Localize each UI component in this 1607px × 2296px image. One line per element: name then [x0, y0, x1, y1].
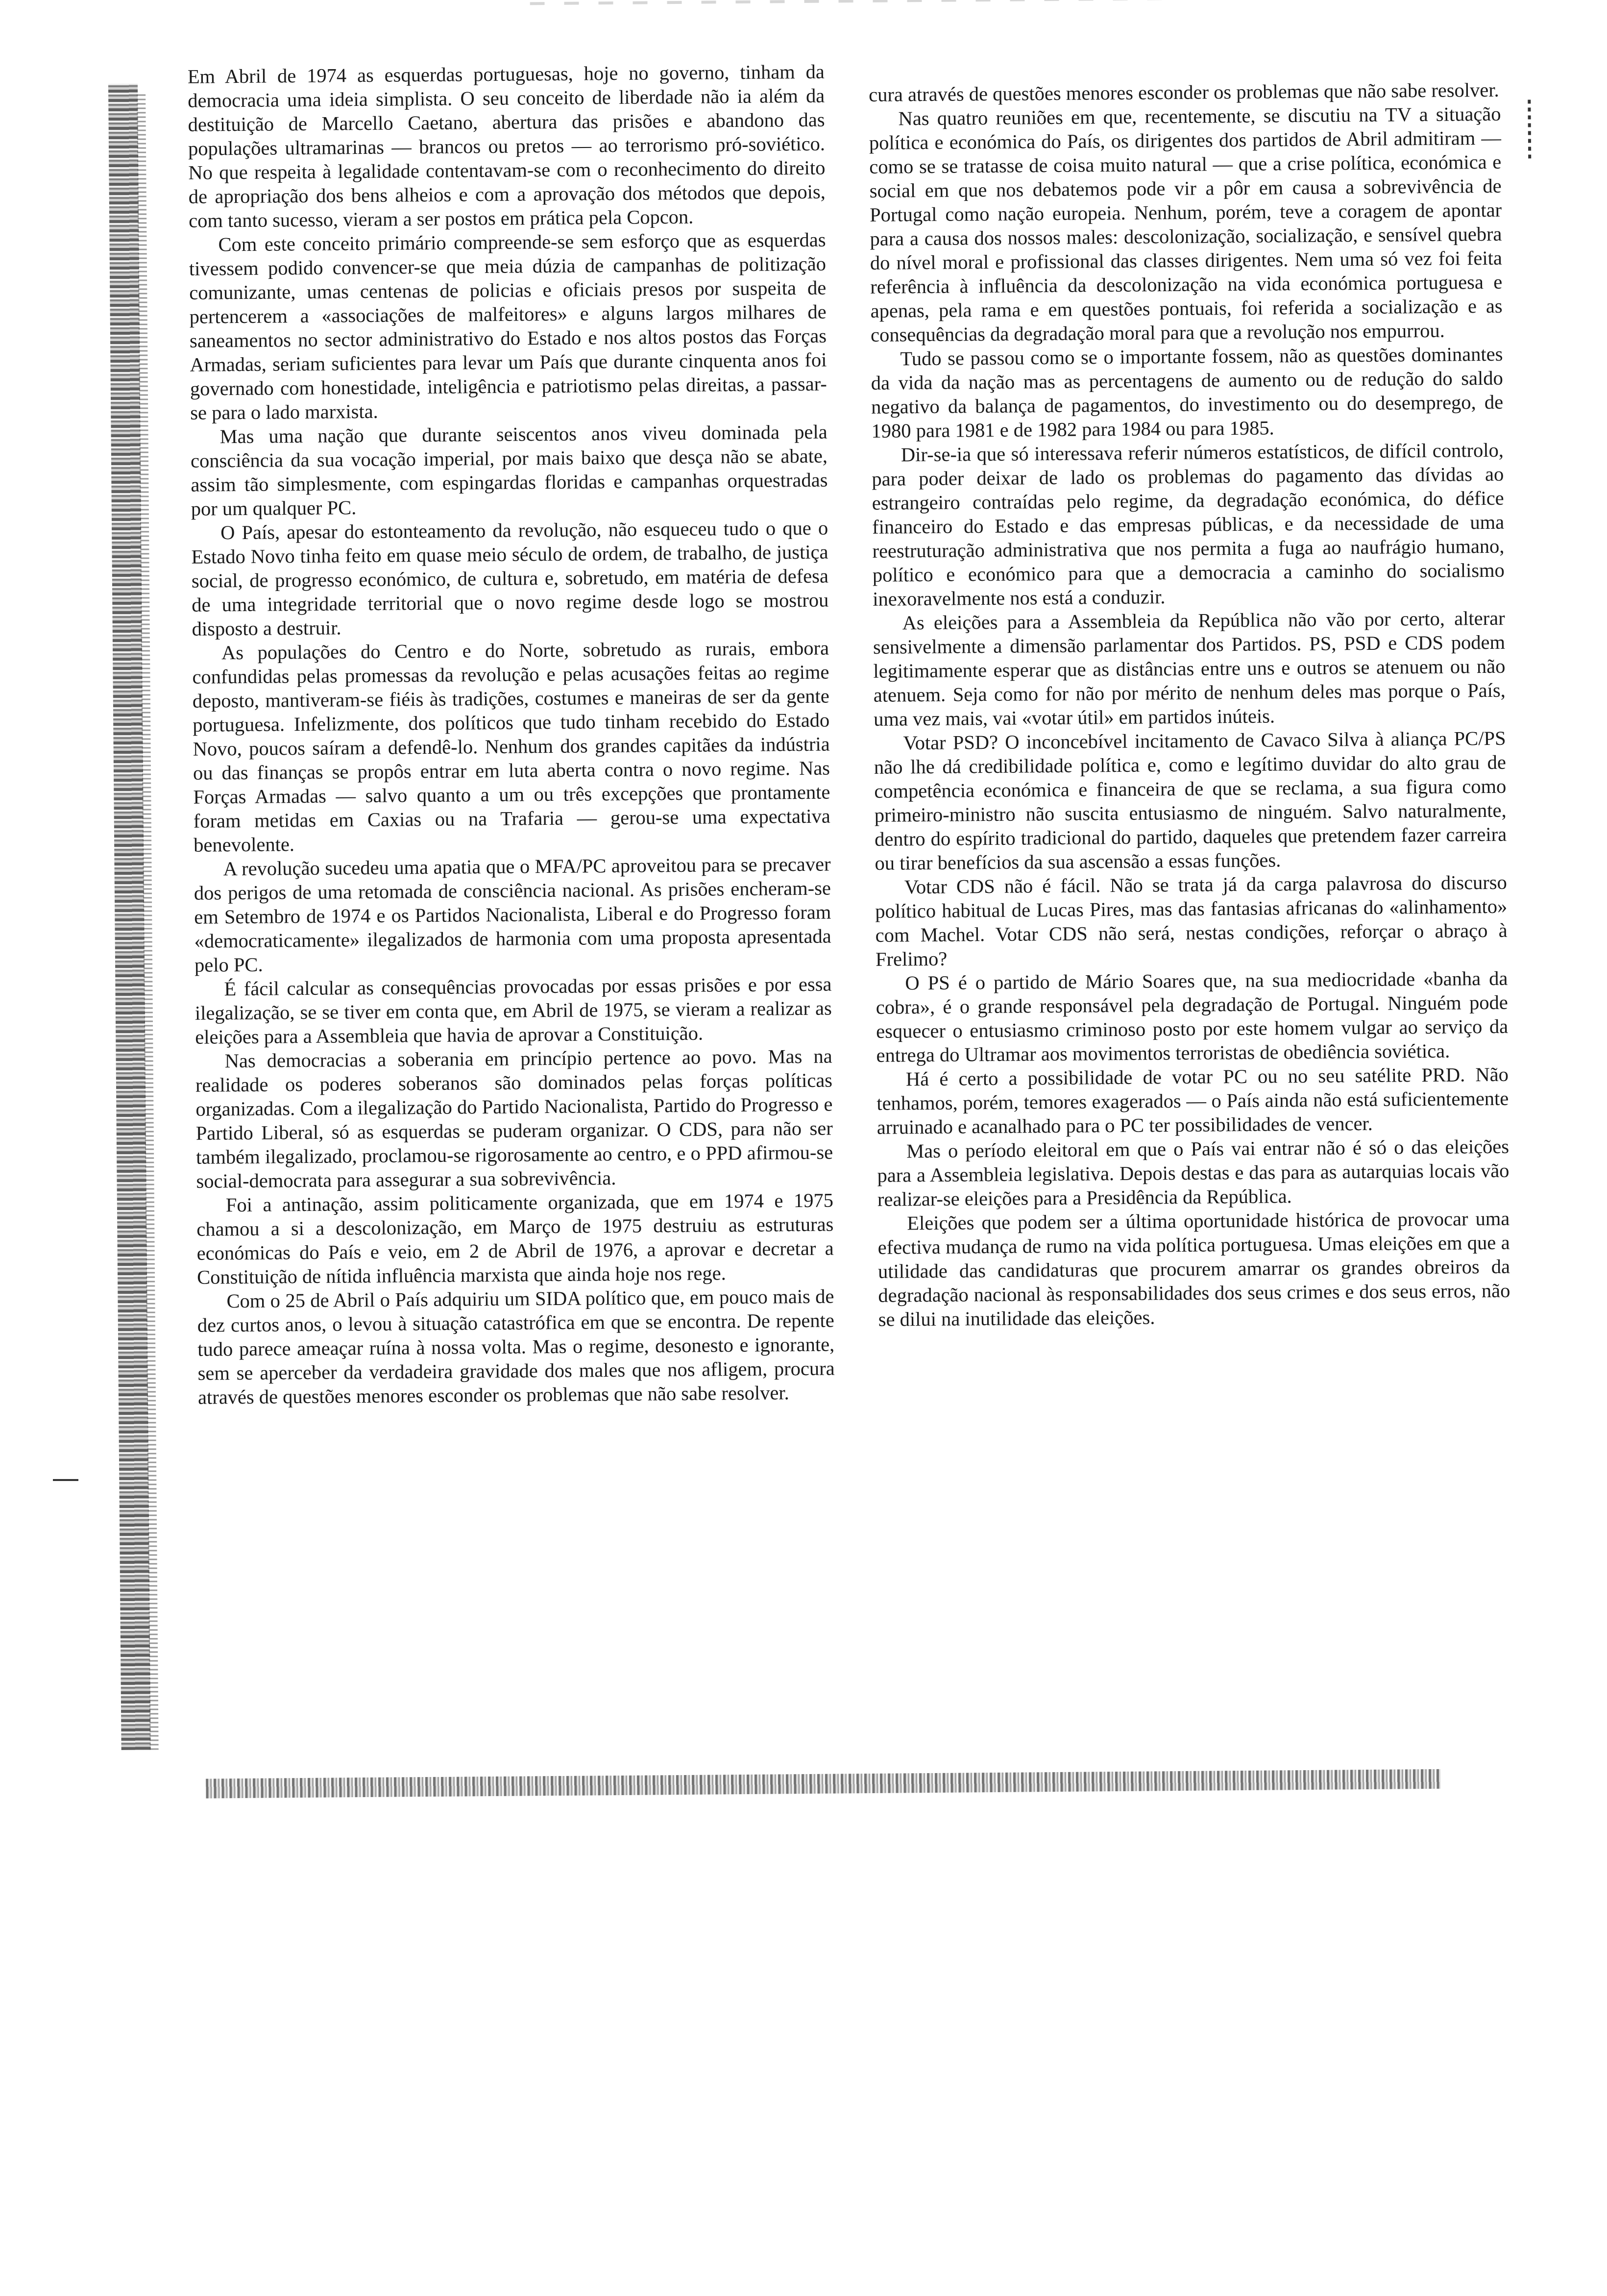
paragraph: Com o 25 de Abril o País adquiriu um SIDA político que, em pouco mais de dez curtos anos, o levou à situação catastrófica em que se encontra. De repente tudo parece ameaçar ruína à nossa volta. Mas o regime, desonesto e ignorante, sem se aperceber da verdadeira gravidade dos males que nos afligem, procura através de questões menores esconder os problemas que não sabe resolver. — [197, 1285, 835, 1408]
left-text-column — [188, 60, 835, 1409]
right-margin-mark — [1528, 99, 1531, 158]
paragraph: A revolução sucedeu uma apatia que o MFA/PC aproveitou para se precaver dos perigos de uma retomada de consciência nacional. As prisões encheram-se em Setembro de 1974 e os Partidos Nacionalista, Liberal e do Progresso foram «democraticamente» ilegalizados de harmonia com uma proposta apresentada pelo PC. — [194, 853, 831, 976]
paragraph: Nas quatro reuniões em que, recentemente, se discutiu na TV a situação política e económica do País, os dirigentes dos partidos de Abril admitiram — como se se tratasse de coisa muito natural — que a crise política, económica e social em que nos debatemos pode vir a pôr em causa a sobrevivência de Portugal como nação europeia. Nenhum, porém, teve a coragem de apontar para a causa dos nossos males: descolonização, socialização, e sensível quebra do nível moral e profissional das classes dirigentes. Nem uma só vez foi feita referência à influência da descolonização na vida económica portuguesa e apenas, pela rama e em questões pontuais, foi referida a socialização e as consequências da degradação moral para que a revolução nos empurrou. — [869, 102, 1503, 346]
paragraph: As populações do Centro e do Norte, sobretudo as rurais, embora confundidas pelas promessas da revolução e pelas acusações feitas ao regime deposto, mantiveram-se fiéis às tradições, costumes e maneiras de ser da gente portuguesa. Infelizmente, dos políticos que tudo tinham recebido do Estado Novo, poucos saíram a defendê-lo. Nenhum dos grandes capitães da indústria ou das finanças se propôs entrar em luta aberta contra o novo regime. Nas Forças Armadas — salvo quanto a um ou três excepções que prontamente foram metidas em Caxias ou na Trafaria — gerou-se uma expectativa benevolente. — [192, 637, 830, 856]
bottom-edge-scan-artifact — [206, 1769, 1440, 1799]
paragraph: cura através de questões menores esconder os problemas que não sabe resolver. — [868, 78, 1499, 106]
paragraph: É fácil calcular as consequências provocadas por essas prisões e por essa ilegalização, se se tiver em conta que, em Abril de 1975, se vieram a realizar as eleições para a Assembleia que havia de aprovar a Constituição. — [195, 973, 832, 1048]
paragraph: Com este conceito primário compreende-se sem esforço que as esquerdas tivessem podido convencer-se que meia dúzia de campanhas de politização comunizante, umas centenas de policias e oficiais presos por suspeita de pertencerem a «associações de malfeitores» e alguns largos milhares de saneamentos no sector administrativo do Estado e nos altos postos das Forças Armadas, seriam suficientes para levar um País que durante cinquenta anos foi governado com honestidade, inteligência e patriotismo pelas direitas, a passar-se para o lado marxista. — [189, 228, 827, 424]
paragraph: Tudo se passou como se o importante fossem, não as questões dominantes da vida da nação mas as percentagens de aumento ou de redução do saldo negativo da balança de pagamentos, do investimento ou do desemprego, de 1980 para 1981 e de 1982 para 1984 ou para 1985. — [871, 343, 1504, 442]
paragraph: Foi a antinação, assim politicamente organizada, que em 1974 e 1975 chamou a si a descolonização, em Março de 1975 destruiu as estruturas económicas do País e veio, em 2 de Abril de 1976, a aprovar e decretar a Constituição de nítida influência marxista que ainda hoje nos rege. — [196, 1189, 834, 1288]
paragraph: Mas uma nação que durante seiscentos anos viveu dominada pela consciência da sua vocação imperial, por mais baixo que desça não se abate, assim tão simplesmente, com espingardas floridas e campanhas orquestradas por um qualquer PC. — [190, 420, 828, 520]
paragraph: Mas o período eleitoral em que o País vai entrar não é só o das eleições para a Assembleia legislativa. Depois destas e das para as autarquias locais vão realizar-se eleições para a Presidência da República. — [877, 1135, 1510, 1210]
margin-dash-mark — [53, 1479, 78, 1481]
paragraph: Eleições que podem ser a última oportunidade histórica de provocar uma efectiva mudança de rumo na vida política portuguesa. Umas eleições em que a utilidade das candidaturas que procurem amarrar os grandes obreiros da degradação nacional às responsabilidades dos seus crimes e dos seus erros, não se dilui na inutilidade das eleições. — [877, 1207, 1510, 1331]
paragraph: As eleições para a Assembleia da República não vão por certo, alterar sensivelmente a dimensão parlamentar dos Partidos. PS, PSD e CDS podem legitimamente esperar que as distâncias entre uns e outros se atenuem ou não atenuem. Seja como for não por mérito de nenhum deles mas porque o País, uma vez mais, vai «votar útil» em partidos inúteis. — [873, 607, 1506, 730]
paragraph: Votar CDS não é fácil. Não se trata já da carga palavrosa do discurso político habitual de Lucas Pires, mas das fantasias africanas do «alinhamento» com Machel. Votar CDS não será, nestas condições, reforçar o abraço à Frelimo? — [875, 871, 1508, 970]
paragraph: Em Abril de 1974 as esquerdas portuguesas, hoje no governo, tinham da democracia uma ideia simplista. O seu conceito de liberdade não ia além da destituição de Marcello Caetano, abertura das prisões e abandono das populações ultramarinas — brancos ou pretos — ao terrorismo pró-soviético. No que respeita à legalidade contentavam-se com o reconhecimento do direito de apropriação dos bens alheios e com a aprovação dos métodos que depois, com tanto sucesso, vieram a ser postos em prática pela Copcon. — [187, 60, 826, 232]
paragraph: Dir-se-ia que só interessava referir números estatísticos, de difícil controlo, para poder deixar de lado os problemas do pagamento das dívidas ao estrangeiro contraídas pelo regime, da degradação económica, do défice financeiro do Estado e das empresas públicas, e da necessidade de uma reestruturação administrativa que nos permita a fuga ao naufrágio humano, político e económico para que a democracia a caminho do socialismo inexoravelmente nos está a conduzir. — [872, 439, 1505, 610]
paragraph: O PS é o partido de Mário Soares que, na sua mediocridade «banha da cobra», é o grande responsável pela degradação de Portugal. Ninguém pode esquecer o entusiasmo criminoso posto por este homem vulgar ao serviço da entrega do Ultramar aos movimentos terroristas de obediência soviética. — [876, 967, 1509, 1066]
paragraph: Há é certo a possibilidade de votar PC ou no seu satélite PRD. Não tenhamos, porém, temores exagerados — o País ainda não está suficientemente arruinado e acanalhado para o PC ter possibilidades de vencer. — [877, 1063, 1509, 1138]
right-text-column — [869, 78, 1510, 1332]
paragraph: Nas democracias a soberania em princípio pertence ao povo. Mas na realidade os poderes soberanos são dominados pelas forças políticas organizadas. Com a ilegalização do Partido Nacionalista, Partido do Progresso e Partido Liberal, só as esquerdas se puderam organizar. O CDS, para não ser também ilegalizado, proclamou-se rigorosamente ao centro, e o PPD afirmou-se social-democrata para assegurar a sua sobrevivência. — [195, 1045, 833, 1192]
paragraph: O País, apesar do estonteamento da revolução, não esqueceu tudo o que o Estado Novo tinha feito em quase meio século de ordem, de trabalho, de justiça social, de progresso económico, de cultura e, sobretudo, em matéria de defesa de uma integridade territorial que o novo regime desde logo se mostrou disposto a destruir. — [191, 517, 829, 640]
paragraph: Votar PSD? O inconcebível incitamento de Cavaco Silva à aliança PC/PS não lhe dá credibilidade política e, como e legítimo duvidar do alto grau de competência económica e financeira de que se reclama, a sua figura como primeiro-ministro não suscita entusiasmo de ninguém. Salvo naturalmente, dentro do espírito tradicional do partido, daqueles que pretendem fazer carreira ou tirar benefícios da sua ascensão a essas funções. — [874, 727, 1507, 874]
top-edge-artifact — [530, 0, 1216, 5]
